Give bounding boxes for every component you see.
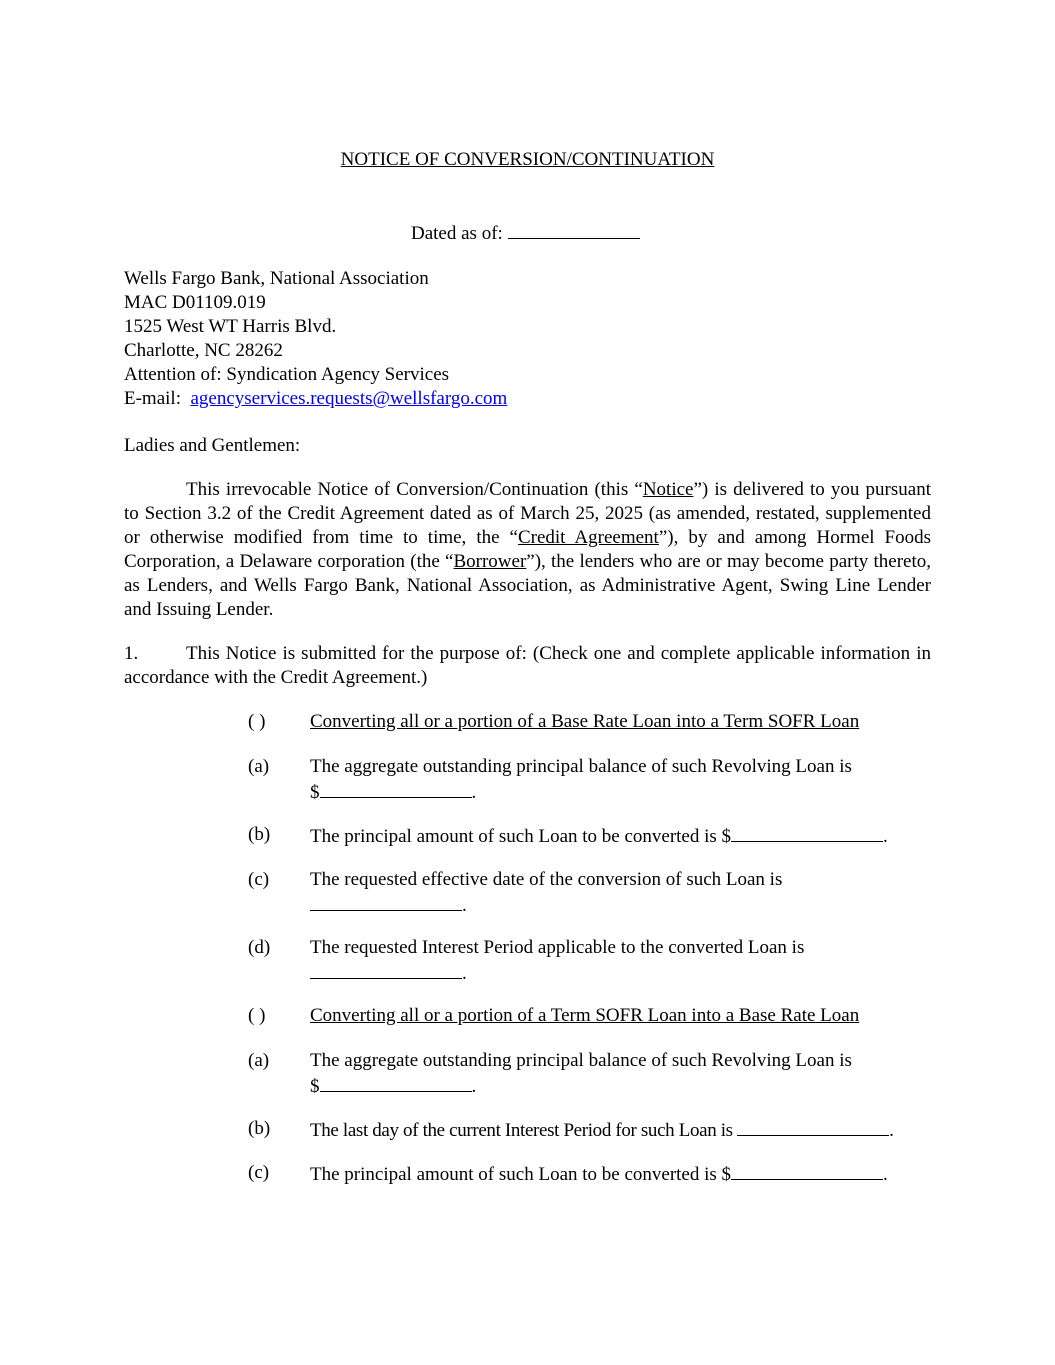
address-block bbox=[124, 267, 824, 411]
item-label: (c) bbox=[248, 1162, 270, 1183]
item-text: The last day of the current Interest Period for such Loan is bbox=[310, 1120, 738, 1141]
dollar-sign: $ bbox=[310, 782, 320, 803]
item-label: (a) bbox=[248, 1050, 270, 1071]
dated-field bbox=[411, 220, 640, 246]
option-2-checkbox[interactable]: ( ) bbox=[248, 1005, 266, 1026]
item-text: The principal amount of such Loan to be converted is $ bbox=[310, 1164, 732, 1185]
intro-text: ”), by and among Hormel Foods Corporation, a Delaware corporation (the “ bbox=[124, 527, 932, 572]
period: . bbox=[471, 1076, 477, 1097]
dated-label: Dated as of: bbox=[411, 223, 503, 244]
period: . bbox=[462, 963, 467, 984]
email-label: E-mail: bbox=[124, 388, 181, 409]
option-1-heading: Converting all or a portion of a Base Rate Loan into a Term SOFR Loan bbox=[310, 711, 860, 732]
item-text: The principal amount of such Loan to be converted is $ bbox=[310, 826, 732, 847]
item-text-block bbox=[310, 868, 931, 918]
item-text-block bbox=[310, 1161, 931, 1187]
interest-period-blank[interactable] bbox=[310, 960, 462, 979]
borrower-term: Borrower bbox=[453, 551, 527, 572]
amount-blank[interactable] bbox=[320, 779, 472, 798]
address-line: Charlotte, NC 28262 bbox=[124, 340, 283, 361]
address-line: 1525 West WT Harris Blvd. bbox=[124, 316, 337, 337]
period: . bbox=[883, 826, 888, 847]
notice-term: Notice bbox=[642, 479, 694, 500]
date-blank[interactable] bbox=[310, 892, 462, 911]
dollar-sign: $ bbox=[310, 1076, 320, 1097]
address-email-row bbox=[124, 387, 824, 411]
amount-blank[interactable] bbox=[731, 823, 883, 842]
intro-paragraph bbox=[124, 478, 931, 622]
email-link[interactable]: agencyservices.requests@wellsfargo.com bbox=[190, 388, 508, 409]
item-label: (b) bbox=[248, 824, 271, 845]
intro-text: ”) is delivered to you pursuant to Section 3.2 of the Credit Agreement dated as of March 25, 2025 (as amended, restated, supplemented or otherwise modified from time to time, the “ bbox=[124, 479, 931, 548]
salutation: Ladies and Gentlemen: bbox=[124, 435, 301, 456]
period: . bbox=[883, 1164, 888, 1185]
period: . bbox=[889, 1120, 894, 1141]
amount-blank[interactable] bbox=[320, 1073, 472, 1092]
item-text: The aggregate outstanding principal balance of such Revolving Loan is bbox=[310, 756, 852, 777]
section-1-paragraph bbox=[124, 642, 931, 690]
item-label: (c) bbox=[248, 869, 270, 890]
item-text-block bbox=[310, 1117, 931, 1143]
item-text-block bbox=[310, 823, 931, 849]
dated-blank[interactable] bbox=[508, 220, 640, 239]
item-text: The requested effective date of the conversion of such Loan is bbox=[310, 869, 783, 890]
amount-blank[interactable] bbox=[731, 1161, 883, 1180]
intro-text: This irrevocable Notice of Conversion/Continuation (this “ bbox=[186, 479, 643, 500]
item-text-block bbox=[310, 755, 931, 805]
option-2-heading: Converting all or a portion of a Term SOFR Loan into a Base Rate Loan bbox=[310, 1005, 860, 1026]
section-1-text: This Notice is submitted for the purpose of: (Check one and complete applicable information in accordance with the Credit Agreement.) bbox=[124, 643, 931, 688]
option-1-checkbox[interactable]: ( ) bbox=[248, 711, 266, 732]
item-text: The aggregate outstanding principal balance of such Revolving Loan is bbox=[310, 1050, 852, 1071]
item-text-block bbox=[310, 1049, 931, 1099]
intro-text: ”), the lenders who are or may become party thereto, as Lenders, and Wells Fargo Bank, National Association, as Administrative Agent, Swing Line Lender and Issuing Lender. bbox=[124, 551, 931, 620]
address-attention: Attention of: Syndication Agency Services bbox=[124, 364, 450, 385]
item-text-block bbox=[310, 936, 931, 986]
period: . bbox=[462, 895, 467, 916]
date-blank[interactable] bbox=[737, 1117, 889, 1136]
item-label: (d) bbox=[248, 937, 271, 958]
address-line: MAC D01109.019 bbox=[124, 292, 266, 313]
item-text: The requested Interest Period applicable to the converted Loan is bbox=[310, 937, 805, 958]
address-line: Wells Fargo Bank, National Association bbox=[124, 268, 429, 289]
item-label: (b) bbox=[248, 1118, 271, 1139]
section-number: 1. bbox=[124, 643, 139, 664]
period: . bbox=[471, 782, 477, 803]
document-title: NOTICE OF CONVERSION/CONTINUATION bbox=[340, 149, 715, 170]
item-label: (a) bbox=[248, 756, 270, 777]
credit-agreement-term: Credit Agreement bbox=[517, 527, 659, 548]
